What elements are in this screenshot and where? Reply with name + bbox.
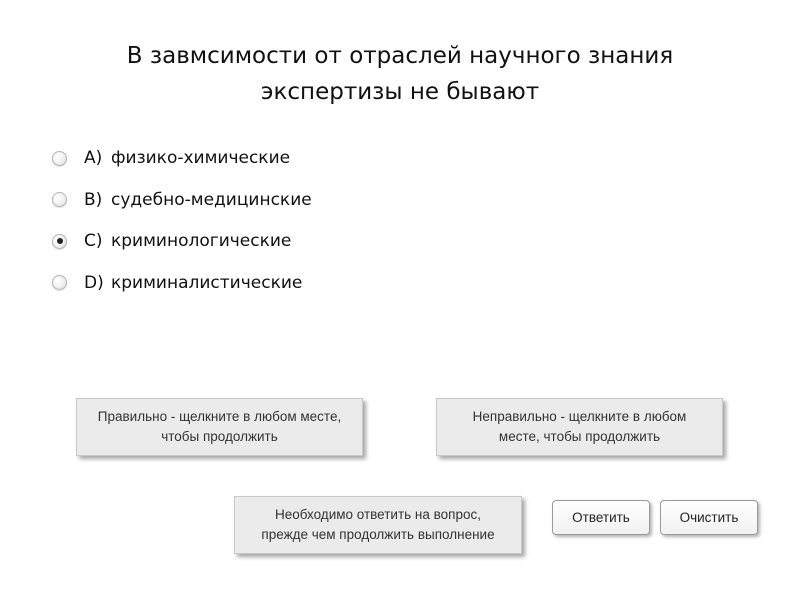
- incorrect-feedback-line-1: Неправильно - щелкните в любом: [472, 409, 687, 424]
- option-b-label: судебно-медицинские: [111, 189, 312, 210]
- incorrect-feedback-line-2: месте, чтобы продолжить: [498, 429, 661, 444]
- option-b-letter: B): [84, 189, 103, 210]
- option-d-letter: D): [84, 272, 104, 293]
- option-a-label: физико-химические: [111, 148, 291, 168]
- radio-button-d[interactable]: [52, 275, 67, 290]
- required-message-line-1: Необходимо ответить на вопрос,: [274, 507, 482, 522]
- correct-feedback-line-2: чтобы продолжить: [161, 429, 278, 444]
- correct-feedback-box[interactable]: [76, 398, 363, 456]
- incorrect-feedback-box[interactable]: [436, 398, 723, 456]
- submit-button[interactable]: Ответить: [552, 500, 650, 535]
- radio-button-c[interactable]: [52, 234, 67, 249]
- radio-button-b[interactable]: [52, 192, 67, 207]
- clear-button[interactable]: Очистить: [660, 500, 758, 535]
- option-c-letter: C): [84, 231, 103, 251]
- radio-button-a[interactable]: [52, 151, 67, 166]
- option-d[interactable]: [52, 270, 552, 296]
- option-b[interactable]: [52, 187, 552, 213]
- option-c-label: криминологические: [111, 231, 292, 251]
- required-message-line-2: прежде чем продолжить выполнение: [261, 527, 495, 542]
- option-c[interactable]: [52, 228, 552, 254]
- option-d-label: криминалистические: [111, 272, 303, 293]
- correct-feedback-line-1: Правильно - щелкните в любом месте,: [97, 409, 342, 424]
- question-line-1: В завмсимости от отраслей научного знания: [126, 43, 674, 69]
- option-a[interactable]: [52, 145, 552, 171]
- answer-options: [52, 145, 552, 311]
- answer-required-message: [234, 496, 522, 554]
- question-line-2: экспертизы не бывают: [260, 79, 540, 105]
- question-text: [40, 38, 760, 110]
- option-a-letter: A): [84, 148, 103, 168]
